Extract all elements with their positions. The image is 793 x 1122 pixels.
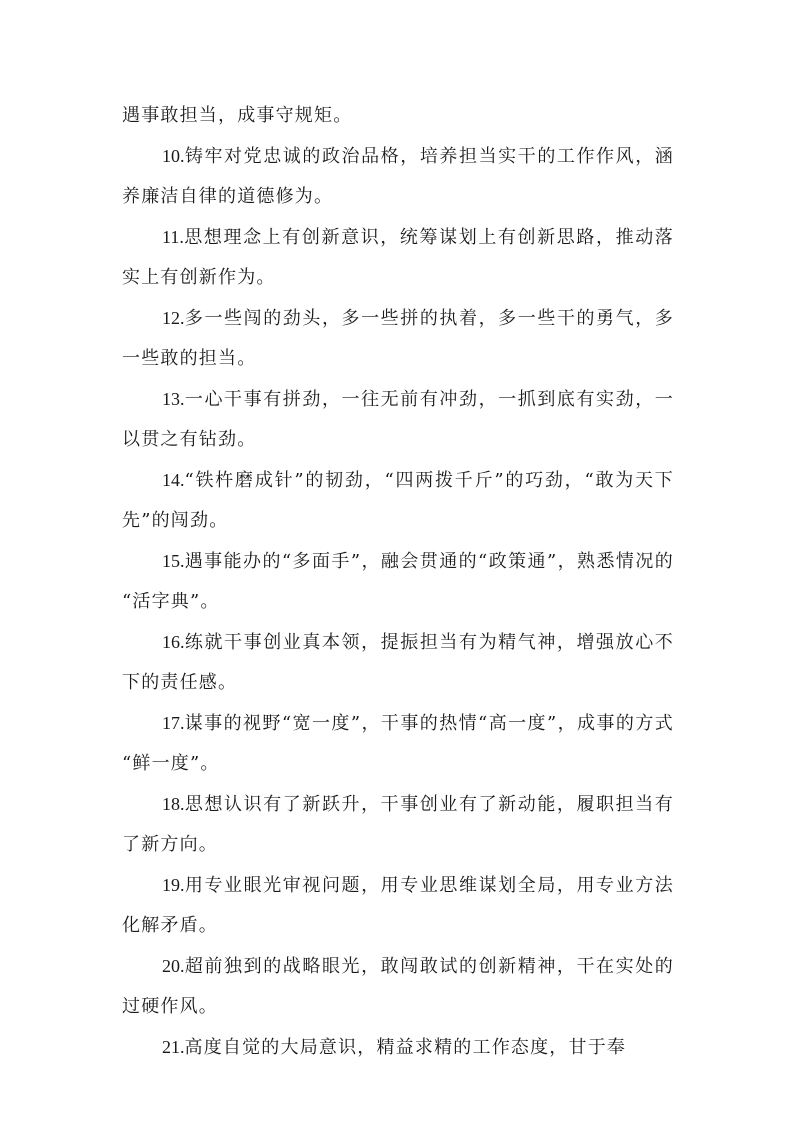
paragraph-text: 铸牢对党忠诚的政治品格，培养担当实干的工作作风，涵养廉洁自律的道德修为。 [122, 146, 674, 207]
paragraph-item-14 [122, 460, 674, 541]
paragraph-number: 15. [162, 551, 185, 571]
paragraph-item-21 [122, 1027, 674, 1068]
paragraph-item-15 [122, 541, 674, 622]
paragraph-text: 遇事敢担当，成事守规矩。 [122, 105, 353, 126]
paragraph-text: 遇事能办的“多面手”，融会贯通的“政策通”，熟悉情况的“活字典”。 [122, 551, 674, 612]
paragraph-item-17 [122, 703, 674, 784]
paragraph-item-16 [122, 622, 674, 703]
paragraph-text: 高度自觉的大局意识，精益求精的工作态度，甘于奉 [184, 1037, 627, 1058]
paragraph-number: 10. [162, 146, 185, 166]
paragraph-text: 思想认识有了新跃升，干事创业有了新动能，履职担当有了新方向。 [122, 794, 674, 855]
paragraph-text: “铁杵磨成针”的韧劲，“四两拨千斤”的巧劲，“敢为天下先”的闯劲。 [122, 470, 674, 531]
paragraph-item-18 [122, 784, 674, 865]
paragraph-number: 14. [162, 470, 185, 490]
paragraph-number: 12. [162, 308, 185, 328]
paragraph-number: 16. [162, 632, 185, 652]
paragraph-number: 19. [162, 875, 185, 895]
paragraph-continuation [122, 96, 674, 136]
paragraph-number: 18. [162, 794, 185, 814]
paragraph-number: 20. [162, 956, 185, 976]
paragraph-item-11 [122, 217, 674, 298]
paragraph-text: 多一些闯的劲头，多一些拼的执着，多一些干的勇气，多一些敢的担当。 [122, 308, 674, 369]
document-body [122, 96, 674, 1068]
paragraph-text: 思想理念上有创新意识，统筹谋划上有创新思路，推动落实上有创新作为。 [122, 227, 674, 288]
paragraph-number: 21. [162, 1037, 185, 1057]
paragraph-item-19 [122, 865, 674, 946]
paragraph-number: 13. [162, 389, 185, 409]
paragraph-text: 一心干事有拼劲，一往无前有冲劲，一抓到底有实劲，一以贯之有钻劲。 [122, 389, 674, 450]
paragraph-text: 练就干事创业真本领，提振担当有为精气神，增强放心不下的责任感。 [122, 632, 674, 693]
paragraph-item-20 [122, 946, 674, 1027]
paragraph-text: 超前独到的战略眼光，敢闯敢试的创新精神，干在实处的过硬作风。 [122, 956, 674, 1017]
paragraph-item-12 [122, 298, 674, 379]
paragraph-text: 用专业眼光审视问题，用专业思维谋划全局，用专业方法化解矛盾。 [122, 875, 674, 936]
paragraph-number: 17. [162, 713, 185, 733]
paragraph-item-13 [122, 379, 674, 460]
paragraph-item-10 [122, 136, 674, 217]
paragraph-number: 11. [162, 227, 184, 247]
paragraph-text: 谋事的视野“宽一度”，干事的热情“高一度”，成事的方式“鲜一度”。 [122, 713, 674, 774]
